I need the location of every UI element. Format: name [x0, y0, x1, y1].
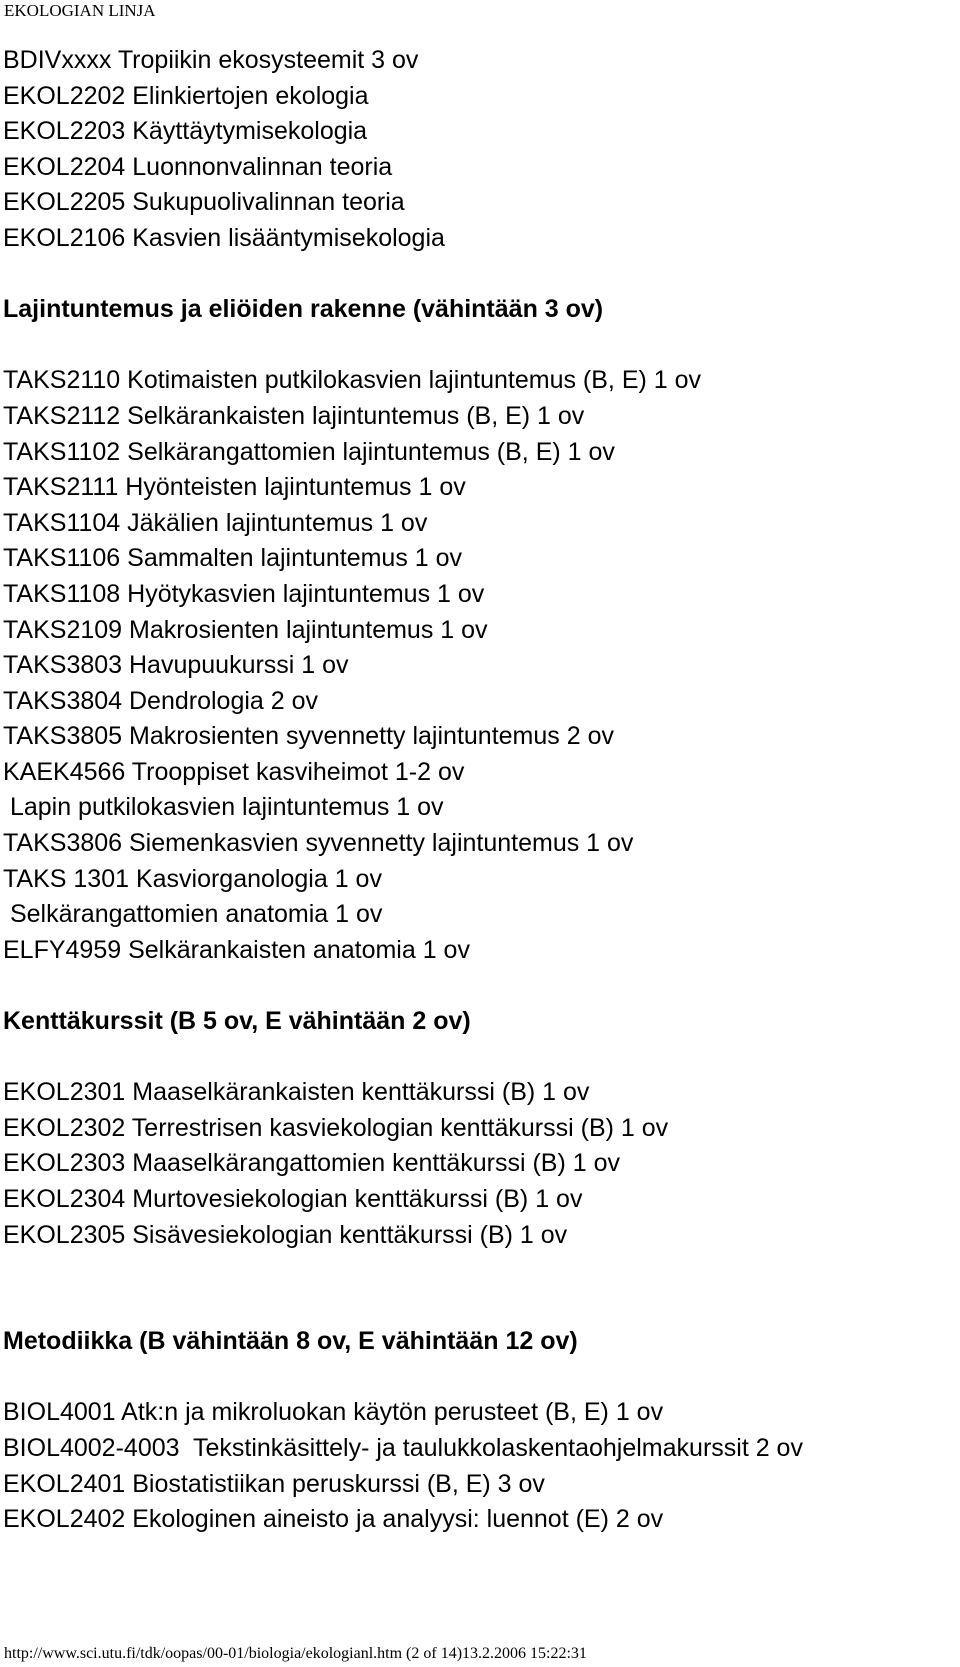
list-item: EKOL2401 Biostatistiikan peruskurssi (B, E) 3 ov: [3, 1469, 545, 1498]
list-item: TAKS2109 Makrosienten lajintuntemus 1 ov: [3, 615, 488, 644]
list-item: BIOL4001 Atk:n ja mikroluokan käytön perusteet (B, E) 1 ov: [3, 1398, 664, 1427]
page-footer-url: http://www.sci.utu.fi/tdk/oopas/00-01/biologia/ekologianl.htm (2 of 14)13.2.2006 15:22:31: [4, 1645, 587, 1662]
spacer: [3, 968, 953, 1004]
list-item: TAKS1102 Selkärangattomien lajintuntemus (B, E) 1 ov: [3, 437, 615, 466]
list-item: Selkärangattomien anatomia 1 ov: [3, 900, 383, 929]
spacer: [3, 1360, 953, 1396]
section-heading-metodiikka: Metodiikka (B vähintään 8 ov, E vähintään 12 ov): [3, 1327, 578, 1356]
list-item: TAKS3805 Makrosienten syvennetty lajintuntemus 2 ov: [3, 722, 614, 751]
list-item: BIOL4002-4003 Tekstinkäsittely- ja taulukkolaskentaohjelmakurssit 2 ov: [3, 1433, 803, 1462]
course-list-4: [3, 1395, 953, 1537]
spacer: [3, 1253, 953, 1324]
list-item: EKOL2203 Käyttäytymisekologia: [3, 117, 368, 146]
list-item: TAKS2112 Selkärankaisten lajintuntemus (B, E) 1 ov: [3, 401, 585, 430]
document-body: [3, 43, 953, 1538]
list-item: BDIVxxxx Tropiikin ekosysteemit 3 ov: [3, 46, 419, 74]
list-item: TAKS3803 Havupuukurssi 1 ov: [3, 651, 349, 680]
section-heading-lajintuntemus: Lajintuntemus ja eliöiden rakenne (vähintään 3 ov): [3, 295, 604, 324]
list-item: EKOL2205 Sukupuolivalinnan teoria: [3, 188, 405, 217]
course-list-2: [3, 363, 953, 968]
list-item: TAKS2111 Hyönteisten lajintuntemus 1 ov: [3, 473, 466, 502]
section-heading-kenttakurssit: Kenttäkurssit (B 5 ov, E vähintään 2 ov): [3, 1007, 471, 1036]
list-item: TAKS1106 Sammalten lajintuntemus 1 ov: [3, 544, 463, 573]
list-item: EKOL2303 Maaselkärangattomien kenttäkurssi (B) 1 ov: [3, 1149, 620, 1178]
list-item: EKOL2106 Kasvien lisääntymisekologia: [3, 223, 445, 252]
list-item: TAKS1104 Jäkälien lajintuntemus 1 ov: [3, 508, 428, 537]
list-item: TAKS3804 Dendrologia 2 ov: [3, 686, 319, 715]
list-item: EKOL2202 Elinkiertojen ekologia: [3, 81, 369, 110]
list-item: TAKS3806 Siemenkasvien syvennetty lajintuntemus 1 ov: [3, 829, 634, 858]
list-item: EKOL2204 Luonnonvalinnan teoria: [3, 152, 393, 181]
course-list-1: [3, 43, 953, 257]
list-item: EKOL2304 Murtovesiekologian kenttäkurssi (B) 1 ov: [3, 1185, 583, 1213]
list-item: EKOL2301 Maaselkärankaisten kenttäkurssi (B) 1 ov: [3, 1078, 590, 1107]
list-item: EKOL2305 Sisävesiekologian kenttäkurssi (B) 1 ov: [3, 1220, 568, 1249]
list-item: KAEK4566 Trooppiset kasviheimot 1-2 ov: [3, 757, 465, 786]
list-item: TAKS 1301 Kasviorganologia 1 ov: [3, 864, 382, 893]
page-header: EKOLOGIAN LINJA: [4, 1, 156, 20]
list-item: EKOL2302 Terrestrisen kasviekologian kenttäkurssi (B) 1 ov: [3, 1113, 669, 1142]
list-item: Lapin putkilokasvien lajintuntemus 1 ov: [3, 793, 444, 822]
list-item: ELFY4959 Selkärankaisten anatomia 1 ov: [3, 935, 470, 964]
spacer: [3, 257, 953, 293]
list-item: TAKS1108 Hyötykasvien lajintuntemus 1 ov: [3, 579, 485, 608]
list-item: EKOL2402 Ekologinen aineisto ja analyysi: luennot (E) 2 ov: [3, 1505, 664, 1534]
list-item: TAKS2110 Kotimaisten putkilokasvien lajintuntemus (B, E) 1 ov: [3, 366, 702, 395]
spacer: [3, 328, 953, 364]
spacer: [3, 1040, 953, 1076]
course-list-3: [3, 1075, 953, 1253]
